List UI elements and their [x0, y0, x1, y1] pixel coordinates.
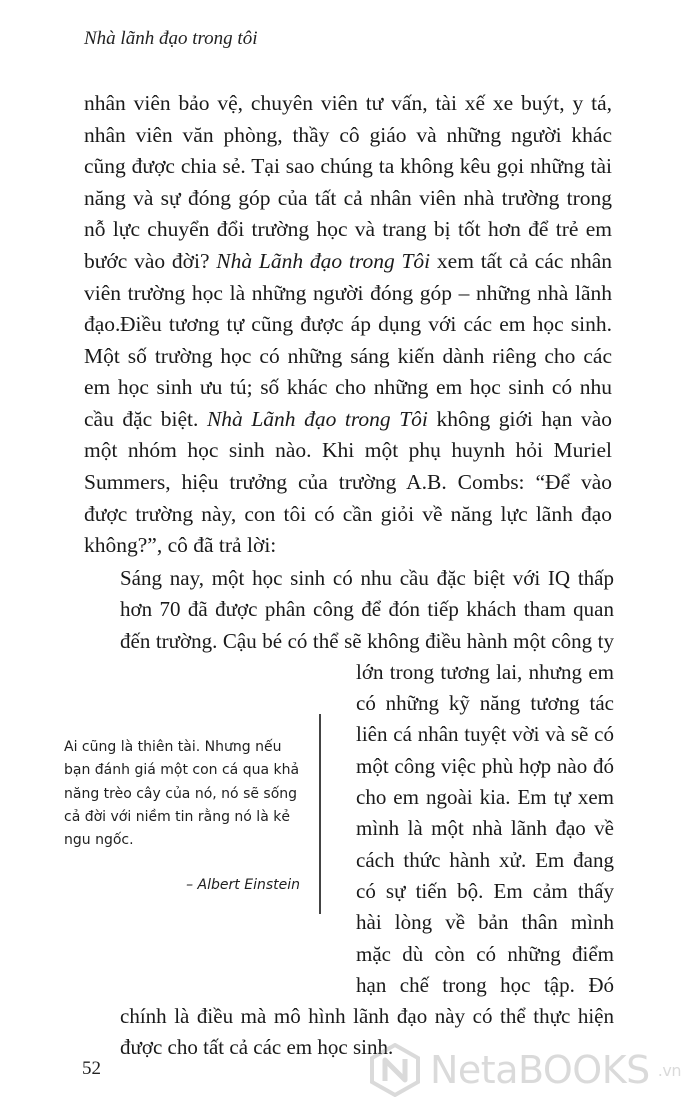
book-title: Nhà Lãnh đạo trong Tôi — [216, 248, 431, 273]
watermark — [368, 1030, 698, 1110]
watermark-suffix: .vn — [657, 1060, 681, 1080]
sidebar-divider — [319, 714, 321, 914]
sidebar-quote-author: – Albert Einstein — [186, 877, 300, 894]
sidebar-quote — [64, 736, 300, 898]
running-header: Nhà lãnh đạo trong tôi — [84, 28, 258, 49]
page-number: 52 — [82, 1058, 101, 1079]
paragraph-2: Điều tương tự cũng được áp dụng với các em học sinh. Một số trường học có những sáng kiến dành riêng cho các em học sinh ưu tú; số khác cho những em học sinh có nhu cầu đặc biệt. Nhà Lãnh đạo trong Tôi không giới hạn vào một nhóm học sinh nào. Khi một phụ huynh hỏi Muriel Summers, hiệu trưởng của trường A.B. Combs: “Để vào được trường này, con tôi có cần giỏi về năng lực lãnh đạo không?”, cô đã trả lời: — [84, 312, 612, 558]
watermark-brand: NetaBOOKS — [430, 1048, 650, 1092]
block-quote: Sáng nay, một học sinh có nhu cầu đặc biệt với IQ thấp hơn 70 đã được phân công để đón tiếp khách tham quan đến trường. Cậu bé có thể sẽ không điều hành một công ty lớn trong tương lai, nhưng em có những kỹ năng tương tác liên cá nhân tuyệt vời và sẽ có một công việc phù hợp nào đó cho em ngoài kia. Em tự xem mình là một nhà lãnh đạo về cách thức hành xử. Em đang có sự tiến bộ. Em cảm thấy hài lòng về bản thân mình mặc dù còn có những điểm hạn chế trong học tập. Đó chính là điều mà mô hình lãnh đạo này có thể thực hiện được cho tất cả các em học sinh. — [120, 566, 614, 1060]
netabooks-logo-icon — [368, 1043, 422, 1097]
book-title: Nhà Lãnh đạo trong Tôi — [206, 406, 428, 431]
sidebar-quote-text: Ai cũng là thiên tài. Nhưng nếu bạn đánh giá một con cá qua khả năng trèo cây của nó, nó sẽ sống cả đời với niềm tin rằng nó là kẻ ngu ngốc. — [64, 739, 300, 849]
paragraph-1: nhân viên bảo vệ, chuyên viên tư vấn, tài xế xe buýt, y tá, nhân viên văn phòng, thầy cô giáo và những người khác cũng được chia sẻ. Tại sao chúng ta không kêu gọi những tài năng và sự đóng góp của tất cả nhân viên nhà trường trong nỗ lực chuyển đổi trường học và trang bị tốt hơn để trẻ em bước vào đời? Nhà Lãnh đạo trong Tôi xem tất cả các nhân viên trường học là những người đóng góp – những nhà lãnh đạo. — [84, 91, 612, 337]
